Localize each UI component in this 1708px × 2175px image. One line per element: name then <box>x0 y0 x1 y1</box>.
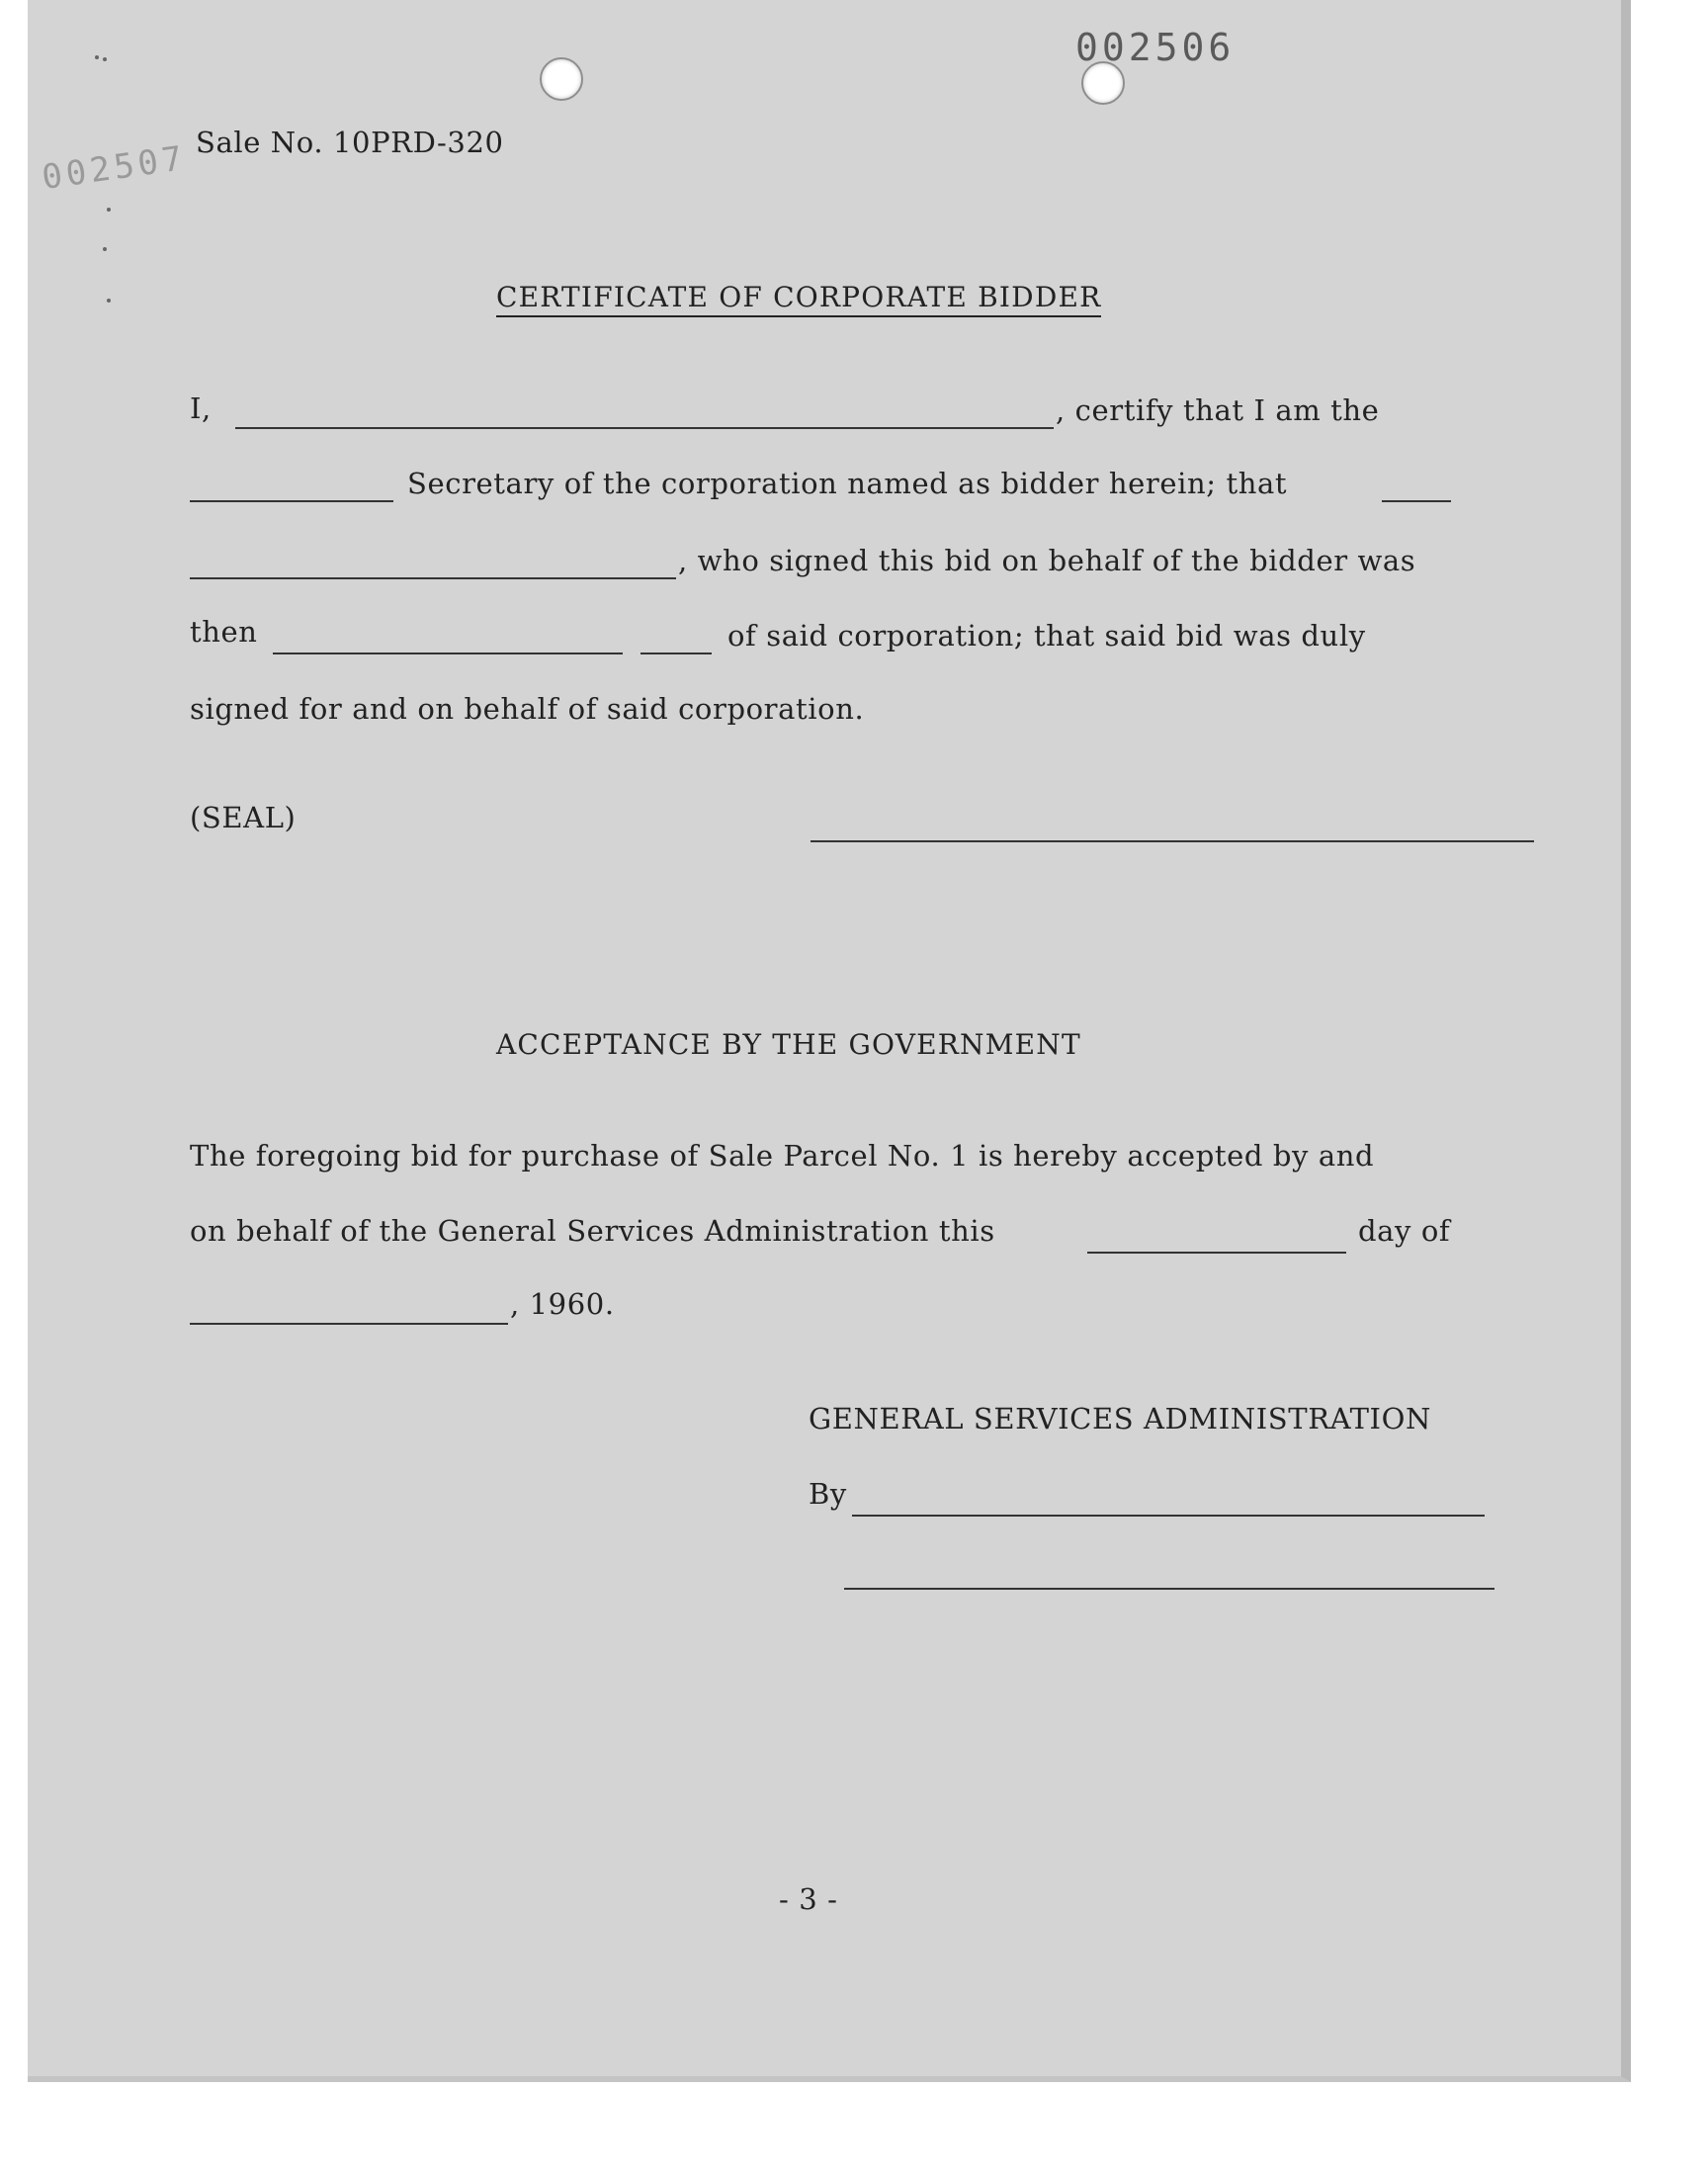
paper-speck <box>107 299 111 303</box>
signer-name-blank[interactable] <box>190 577 676 579</box>
sale-number: Sale No. 10PRD-320 <box>196 126 504 159</box>
certificate-line5: signed for and on behalf of said corporation. <box>190 692 865 726</box>
certificate-line3: , who signed this bid on behalf of the bidder was <box>678 544 1416 577</box>
paper-speck <box>103 247 107 251</box>
acceptance-year: , 1960. <box>510 1287 615 1321</box>
acceptance-line2-suffix: day of <box>1358 1214 1451 1248</box>
certifier-name-blank[interactable] <box>235 427 1054 429</box>
certificate-line4-prefix: then <box>190 615 258 649</box>
secretary-signature-line[interactable] <box>811 840 1534 842</box>
acceptance-day-blank[interactable] <box>1087 1252 1346 1254</box>
certificate-line1-suffix: , certify that I am the <box>1056 393 1380 427</box>
agency-name: GENERAL SERVICES ADMINISTRATION <box>809 1402 1431 1436</box>
signer-office-blank-extra[interactable] <box>640 652 712 654</box>
acceptance-month-blank[interactable] <box>190 1323 508 1325</box>
certificate-line4-suffix: of said corporation; that said bid was duly <box>727 619 1366 652</box>
seal-label: (SEAL) <box>190 801 297 834</box>
document-number-stamp-faded: 002507 <box>39 137 189 199</box>
signer-office-blank[interactable] <box>273 652 623 654</box>
certificate-line1-prefix: I, <box>190 392 212 425</box>
paper-speck <box>107 208 111 212</box>
secretary-title-blank[interactable] <box>190 500 393 502</box>
page-number: - 3 - <box>779 1882 838 1916</box>
acceptance-title: ACCEPTANCE BY THE GOVERNMENT <box>496 1028 1081 1061</box>
acceptance-line1: The foregoing bid for purchase of Sale Parcel No. 1 is hereby accepted by and <box>190 1139 1375 1173</box>
paper-speck <box>103 57 107 61</box>
paper-speck <box>95 55 99 59</box>
certificate-line2: Secretary of the corporation named as bidder herein; that <box>407 467 1288 500</box>
acceptance-line2: on behalf of the General Services Administration this <box>190 1214 995 1248</box>
document-number-stamp: 002506 <box>1075 26 1236 69</box>
document-page <box>28 0 1631 2082</box>
signer-name-blank-start[interactable] <box>1382 500 1451 502</box>
certificate-title: CERTIFICATE OF CORPORATE BIDDER <box>496 281 1101 317</box>
government-title-line[interactable] <box>844 1588 1494 1590</box>
by-label: By <box>809 1477 847 1511</box>
government-signature-line[interactable] <box>852 1515 1485 1517</box>
punch-hole-left <box>540 57 583 101</box>
